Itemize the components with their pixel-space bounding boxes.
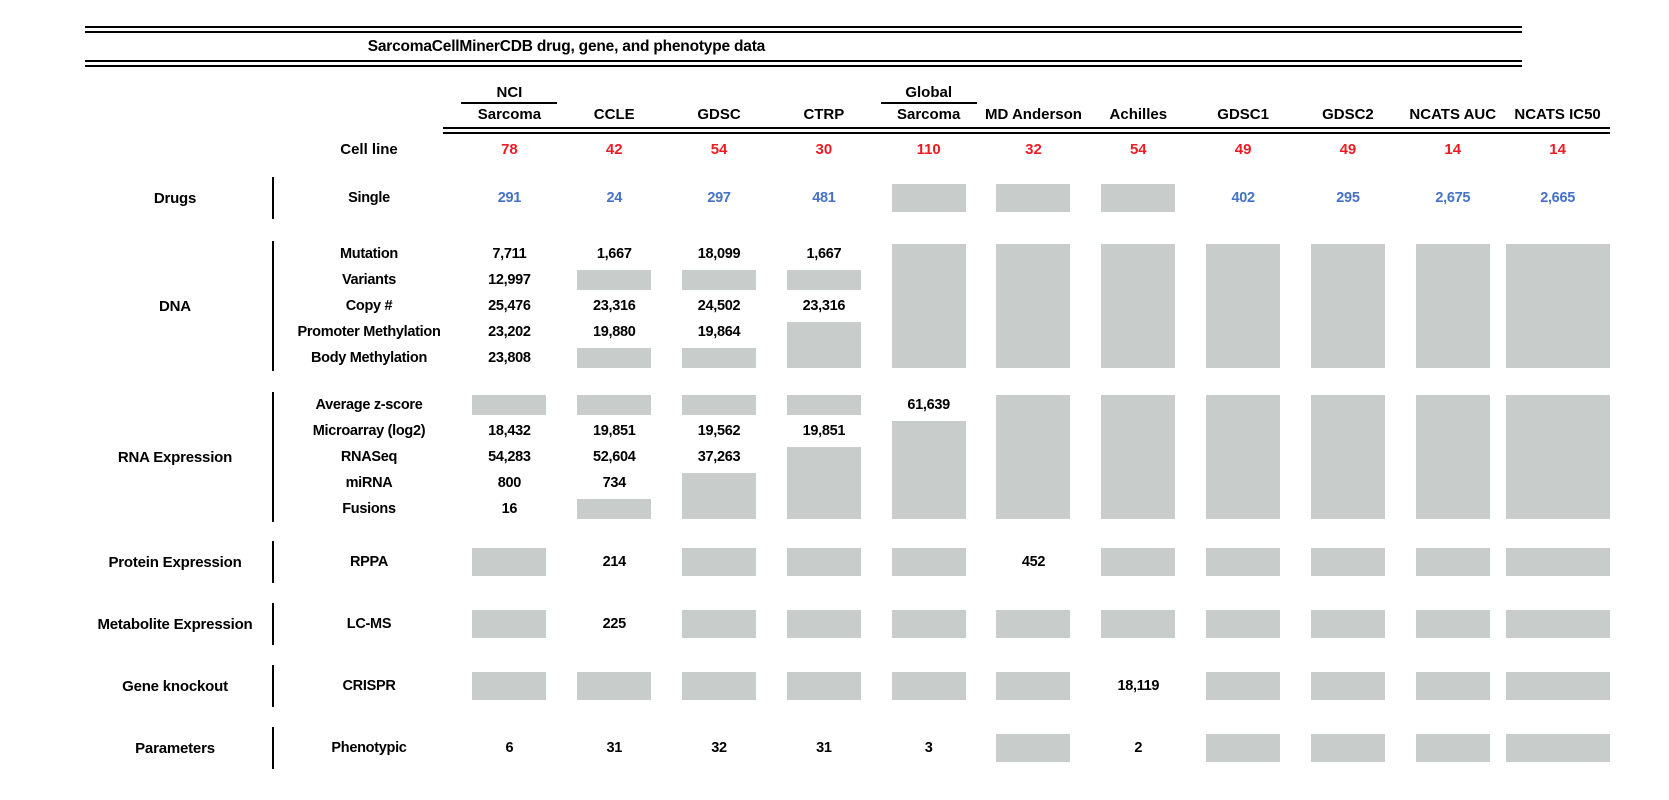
data-column [771,664,876,708]
figure-title: SarcomaCellMinerCDB drug, gene, and phenotype data [367,38,766,55]
column-header [1296,83,1401,127]
data-column [1191,176,1296,220]
missing-data-box [892,548,966,576]
missing-data-box [1506,610,1610,638]
value-cell: 1,667 [806,246,842,262]
category-label: Drugs [153,189,197,207]
missing-data-box [1206,672,1280,700]
separator-line [272,727,274,769]
row-label: Microarray (log2) [312,423,426,439]
row-labels [281,176,457,220]
column-header [667,83,772,127]
column-header-group: NCI [461,83,557,104]
data-column [1400,176,1505,220]
separator-line [272,603,274,645]
data-column [1191,602,1296,646]
column-header-label: GDSC2 [1322,106,1374,123]
missing-data-box [682,395,756,415]
data-block [85,726,1610,770]
value-cell: 402 [1231,190,1255,206]
data-column [876,241,981,371]
missing-data-box [1506,672,1610,700]
missing-data-box [472,395,546,415]
data-column [1296,664,1401,708]
value-cell: 31 [606,740,622,756]
data-column [667,392,772,522]
data-column [562,392,667,522]
missing-data-box [1101,244,1175,368]
cell-line-count: 78 [501,141,518,158]
cell-line-count: 110 [916,141,941,158]
missing-data-box [577,499,651,519]
data-column [1086,176,1191,220]
cell-line-count: 49 [1234,141,1252,158]
data-column [771,540,876,584]
value-cell: 7,711 [492,246,527,262]
data-column [876,602,981,646]
missing-data-box [892,184,966,212]
data-column [667,726,772,770]
value-cell: 19,562 [697,423,741,439]
missing-data-box [1506,548,1610,576]
value-cell: 61,639 [907,397,950,413]
data-column [667,540,772,584]
row-label: miRNA [345,475,393,491]
category-label: Metabolite Expression [97,615,253,633]
missing-data-box [577,672,651,700]
data-table [85,83,1610,770]
separator-line [272,177,274,219]
data-column [457,176,562,220]
data-column [667,241,772,371]
missing-data-box [1311,395,1385,519]
column-header-label: NCATS IC50 [1514,106,1601,123]
data-column [876,726,981,770]
data-column [667,176,772,220]
missing-data-box [1206,734,1280,762]
data-column [1400,726,1505,770]
row-label: RPPA [349,554,388,570]
data-column [1400,602,1505,646]
value-cell: 452 [1021,554,1046,570]
value-cell: 19,851 [592,423,636,439]
data-column [562,241,667,371]
data-column [981,726,1086,770]
value-cell: 23,808 [488,350,531,366]
column-header [771,83,876,127]
data-column [1505,664,1610,708]
block-separator [265,392,281,522]
missing-data-box [1506,395,1610,519]
data-block [85,664,1610,708]
data-column [1296,540,1401,584]
cell-line-count: 32 [1025,141,1042,158]
data-column [771,392,876,522]
value-cell: 23,202 [488,324,531,340]
row-label: Mutation [339,246,398,262]
data-column [562,726,667,770]
row-label: LC-MS [346,616,392,632]
value-cell: 52,604 [592,449,636,465]
missing-data-box [1311,734,1385,762]
missing-data-box [1206,548,1280,576]
cell-line-count: 42 [605,141,623,158]
category-label: RNA Expression [117,448,233,466]
data-column [457,241,562,371]
data-block [85,540,1610,584]
data-column [1191,664,1296,708]
value-cell: 481 [812,190,836,206]
data-column [1296,726,1401,770]
missing-data-box [472,610,546,638]
title-bar [85,26,1522,67]
block-separator [265,176,281,220]
missing-data-box [1416,395,1490,519]
data-column [1400,540,1505,584]
data-column [457,540,562,584]
missing-data-box [682,270,756,290]
missing-data-box [682,473,756,519]
data-column [981,241,1086,371]
data-block [85,602,1610,646]
data-block [85,176,1610,220]
missing-data-box [787,548,861,576]
row-label: RNASeq [340,449,398,465]
missing-data-box [996,395,1070,519]
missing-data-box [892,421,966,519]
missing-data-box [472,548,546,576]
missing-data-box [892,672,966,700]
data-column [1191,392,1296,522]
data-column [562,664,667,708]
data-column [771,602,876,646]
missing-data-box [996,244,1070,368]
value-cell: 291 [497,190,522,206]
data-column [1191,540,1296,584]
row-labels [281,602,457,646]
data-column [1296,241,1401,371]
data-column [457,664,562,708]
data-column [667,664,772,708]
column-header-label: GDSC1 [1217,106,1269,123]
title-rule-top [85,26,1522,33]
column-header [1086,83,1191,127]
missing-data-box [577,270,651,290]
row-label: Fusions [342,501,396,517]
missing-data-box [1311,672,1385,700]
row-label: Promoter Methylation [297,324,441,340]
value-cell: 295 [1336,190,1360,206]
data-column [1296,392,1401,522]
data-column [1505,726,1610,770]
value-cell: 734 [602,475,626,491]
data-block [85,241,1610,371]
missing-data-box [1101,610,1175,638]
missing-data-box [996,672,1070,700]
missing-data-box [1101,184,1175,212]
block-separator [265,241,281,371]
row-label: Single [348,190,390,206]
missing-data-box [787,610,861,638]
missing-data-box [1506,734,1610,762]
missing-data-box [1506,244,1610,368]
column-header-label: MD Anderson [985,106,1082,123]
missing-data-box [996,610,1070,638]
value-cell: 297 [707,190,731,206]
missing-data-box [1206,244,1280,368]
data-column [1296,176,1401,220]
data-column [1191,726,1296,770]
value-cell: 23,316 [592,298,636,314]
value-cell: 24 [606,190,622,206]
cell-line-count: 54 [710,141,728,158]
cell-line-count: 54 [1129,141,1147,158]
value-cell: 6 [505,740,514,756]
data-column [1086,540,1191,584]
column-header [457,83,562,127]
missing-data-box [1206,395,1280,519]
missing-data-box [892,244,966,368]
missing-data-box [1416,734,1490,762]
column-header-group: Global [881,83,977,104]
row-label: Copy # [345,298,393,314]
value-cell: 225 [602,616,626,632]
cell-line-count: 14 [1444,141,1462,158]
value-cell: 2,665 [1540,190,1575,206]
missing-data-box [1206,610,1280,638]
data-column [1086,241,1191,371]
data-column [1505,241,1610,371]
missing-data-box [682,548,756,576]
missing-data-box [787,270,861,290]
row-labels [281,726,457,770]
missing-data-box [1311,610,1385,638]
missing-data-box [1416,244,1490,368]
row-label: Phenotypic [331,740,407,756]
row-label: CRISPR [342,678,396,694]
value-cell: 1,667 [596,246,632,262]
missing-data-box [472,672,546,700]
block-separator [265,664,281,708]
data-column [1400,241,1505,371]
data-column [876,664,981,708]
row-labels [281,540,457,584]
value-cell: 23,316 [802,298,846,314]
block-separator [265,726,281,770]
cell-line-count: 14 [1549,141,1566,158]
value-cell: 19,851 [802,423,846,439]
data-block [85,392,1610,522]
data-column [1086,602,1191,646]
value-cell: 54,283 [488,449,531,465]
data-column [562,602,667,646]
block-separator [265,540,281,584]
data-column [1505,392,1610,522]
row-labels [281,241,457,371]
data-column [1505,540,1610,584]
column-header-label: Sarcoma [896,106,961,123]
cell-line-count: 49 [1339,141,1357,158]
data-column [1505,176,1610,220]
missing-data-box [1101,395,1175,519]
value-cell: 18,099 [697,246,741,262]
missing-data-box [996,184,1070,212]
separator-line [272,241,274,371]
value-cell: 12,997 [488,272,531,288]
column-header-label: CCLE [593,106,635,123]
row-label: Body Methylation [310,350,428,366]
column-header [876,83,981,127]
data-column [1191,241,1296,371]
data-column [981,176,1086,220]
column-header-block [85,83,1610,158]
data-column [771,241,876,371]
missing-data-box [682,348,756,368]
data-column [1086,664,1191,708]
category-label: Protein Expression [108,553,242,571]
missing-data-box [892,610,966,638]
data-column [562,176,667,220]
value-cell: 25,476 [488,298,531,314]
column-header-label: CTRP [803,106,845,123]
missing-data-box [1311,548,1385,576]
column-header-label: NCATS AUC [1409,106,1497,123]
value-cell: 800 [497,475,522,491]
value-cell: 18,432 [488,423,531,439]
column-header-label: GDSC [697,106,741,123]
data-column [457,602,562,646]
missing-data-box [682,672,756,700]
missing-data-box [1416,672,1490,700]
column-header-label: Sarcoma [477,106,542,123]
data-column [1086,392,1191,522]
row-label: Variants [341,272,397,288]
missing-data-box [787,395,861,415]
missing-data-box [787,447,861,519]
missing-data-box [787,322,861,368]
column-header [1505,83,1610,127]
missing-data-box [1416,610,1490,638]
separator-line [272,665,274,707]
missing-data-box [1101,548,1175,576]
data-column [876,540,981,584]
value-cell: 214 [602,554,626,570]
data-column [981,392,1086,522]
missing-data-box [787,672,861,700]
data-column [876,392,981,522]
value-cell: 24,502 [697,298,741,314]
cell-line-count: 30 [815,141,833,158]
data-column [1086,726,1191,770]
separator-line [272,541,274,583]
data-column [1505,602,1610,646]
category-label: Gene knockout [122,677,228,695]
row-label: Average z-score [315,397,423,413]
data-column [1400,664,1505,708]
value-cell: 2,675 [1435,190,1471,206]
data-column [1296,602,1401,646]
column-header-label: Achilles [1109,106,1168,123]
data-column [667,602,772,646]
data-column [771,176,876,220]
data-column [457,726,562,770]
data-column [876,176,981,220]
data-column [1400,392,1505,522]
cell-line-label: Cell line [340,141,398,158]
missing-data-box [577,395,651,415]
missing-data-box [996,734,1070,762]
column-header [1191,83,1296,127]
missing-data-box [1416,548,1490,576]
block-separator [265,602,281,646]
column-header [1400,83,1505,127]
value-cell: 32 [711,740,727,756]
separator-line [272,392,274,522]
data-column [981,664,1086,708]
category-label: DNA [159,297,191,315]
value-cell: 31 [816,740,832,756]
data-column [457,392,562,522]
missing-data-box [1311,244,1385,368]
value-cell: 19,864 [697,324,741,340]
data-column [981,602,1086,646]
row-labels [281,392,457,522]
missing-data-box [577,348,651,368]
column-header [981,83,1086,127]
value-cell: 16 [501,501,518,517]
value-cell: 18,119 [1117,678,1160,694]
column-header [562,83,667,127]
data-column [562,540,667,584]
figure [85,26,1610,770]
row-labels [281,664,457,708]
title-rule-bottom [85,60,1522,67]
value-cell: 19,880 [592,324,636,340]
data-column [771,726,876,770]
value-cell: 3 [924,740,933,756]
value-cell: 2 [1134,740,1143,756]
category-label: Parameters [135,739,215,757]
header-double-rule [443,127,1610,134]
data-column [981,540,1086,584]
value-cell: 37,263 [697,449,741,465]
missing-data-box [682,610,756,638]
